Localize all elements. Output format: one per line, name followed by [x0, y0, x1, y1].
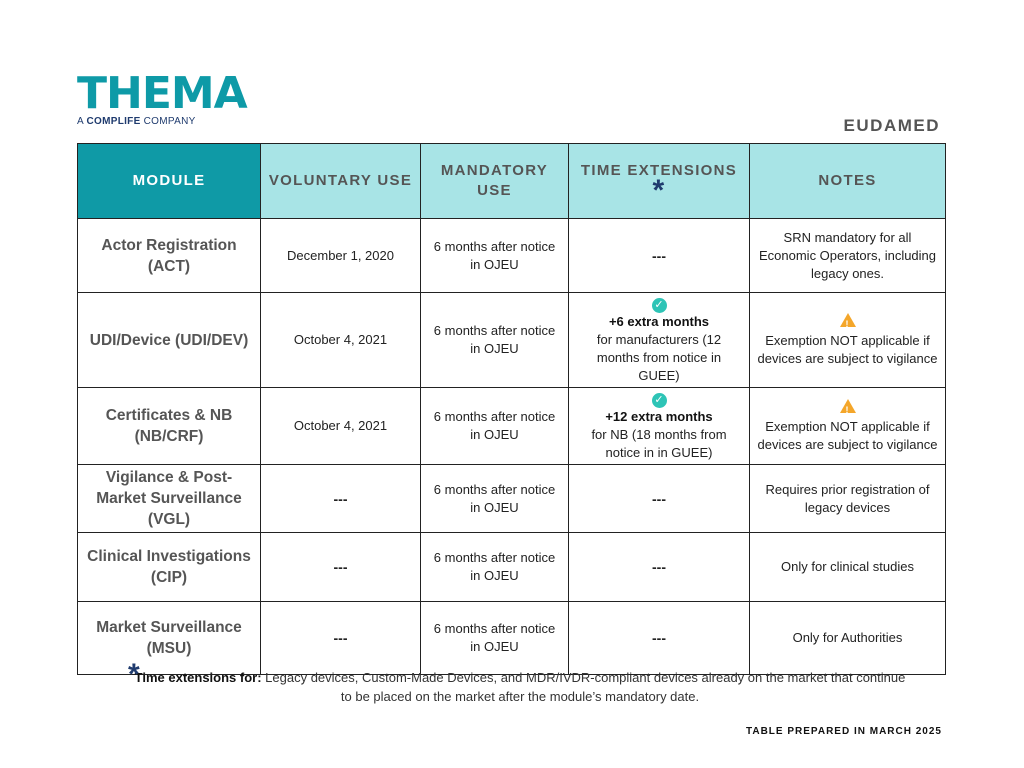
extension-detail: for manufacturers (12 months from notice in GUEE) — [596, 332, 722, 383]
cell-notes — [750, 388, 946, 465]
thema-logo — [77, 68, 247, 127]
eudamed-table — [77, 143, 946, 675]
extension-amount: +6 extra months — [608, 314, 710, 329]
cell-extension: --- — [569, 602, 750, 675]
cell-extension — [569, 293, 750, 388]
check-circle-icon: ✓ — [652, 393, 667, 408]
header-voluntary: VOLUNTARY USE — [261, 144, 421, 219]
cell-mandatory: 6 months after notice in OJEU — [421, 388, 569, 465]
warning-icon: ! — [840, 313, 856, 327]
cell-extension: --- — [569, 465, 750, 533]
table-row — [78, 293, 946, 388]
cell-mandatory: 6 months after notice in OJEU — [421, 465, 569, 533]
table-row — [78, 602, 946, 675]
cell-module: Vigilance & Post-Market Surveillance (VGL) — [78, 465, 261, 533]
header-extensions: TIME EXTENSIONS * — [569, 144, 750, 219]
footnote-label: Time extensions for: — [134, 670, 262, 685]
asterisk-icon: * — [128, 658, 140, 691]
table-row — [78, 533, 946, 602]
cell-module: Market Surveillance (MSU) — [78, 602, 261, 675]
table-row — [78, 219, 946, 293]
footnote — [128, 658, 910, 706]
cell-mandatory: 6 months after notice in OJEU — [421, 602, 569, 675]
table-row — [78, 388, 946, 465]
cell-mandatory: 6 months after notice in OJEU — [421, 533, 569, 602]
cell-voluntary: --- — [261, 533, 421, 602]
cell-extension — [569, 388, 750, 465]
extension-amount: +12 extra months — [605, 409, 713, 424]
check-circle-icon: ✓ — [652, 298, 667, 313]
cell-voluntary: --- — [261, 602, 421, 675]
cell-module: Clinical Investigations (CIP) — [78, 533, 261, 602]
cell-mandatory: 6 months after notice in OJEU — [421, 293, 569, 388]
logo-wordmark: THEMA — [77, 68, 247, 119]
header-module: MODULE — [78, 144, 261, 219]
cell-extension: --- — [569, 533, 750, 602]
header-row — [78, 144, 946, 219]
cell-notes: SRN mandatory for all Economic Operators, including legacy ones. — [750, 219, 946, 293]
cell-voluntary: October 4, 2021 — [261, 293, 421, 388]
notes-text: Exemption NOT applicable if devices are subject to vigilance — [757, 418, 938, 452]
document-title: EUDAMED — [843, 116, 940, 135]
cell-voluntary: --- — [261, 465, 421, 533]
prepared-date: TABLE PREPARED IN MARCH 2025 — [746, 726, 942, 737]
table-row — [78, 465, 946, 533]
cell-module: Actor Registration (ACT) — [78, 219, 261, 293]
cell-extension: --- — [569, 219, 750, 293]
cell-voluntary: December 1, 2020 — [261, 219, 421, 293]
cell-voluntary: October 4, 2021 — [261, 388, 421, 465]
asterisk-icon: * — [652, 174, 666, 207]
cell-notes: Only for clinical studies — [750, 533, 946, 602]
cell-module: UDI/Device (UDI/DEV) — [78, 293, 261, 388]
cell-notes: Requires prior registration of legacy devices — [750, 465, 946, 533]
header-mandatory: MANDATORY USE — [421, 144, 569, 219]
footnote-text: Legacy devices, Custom-Made Devices, and MDR/IVDR-compliant devices already on the market that continue to be placed on the market after the module’s mandatory date. — [261, 670, 906, 704]
header-notes: NOTES — [750, 144, 946, 219]
cell-notes: Only for Authorities — [750, 602, 946, 675]
cell-module: Certificates & NB (NB/CRF) — [78, 388, 261, 465]
cell-notes — [750, 293, 946, 388]
warning-icon: ! — [840, 399, 856, 413]
logo-tagline: A COMPLIFE COMPANY — [77, 116, 196, 127]
extension-detail: for NB (18 months from notice in in GUEE) — [591, 427, 727, 460]
notes-text: Exemption NOT applicable if devices are subject to vigilance — [757, 332, 938, 366]
cell-mandatory: 6 months after notice in OJEU — [421, 219, 569, 293]
